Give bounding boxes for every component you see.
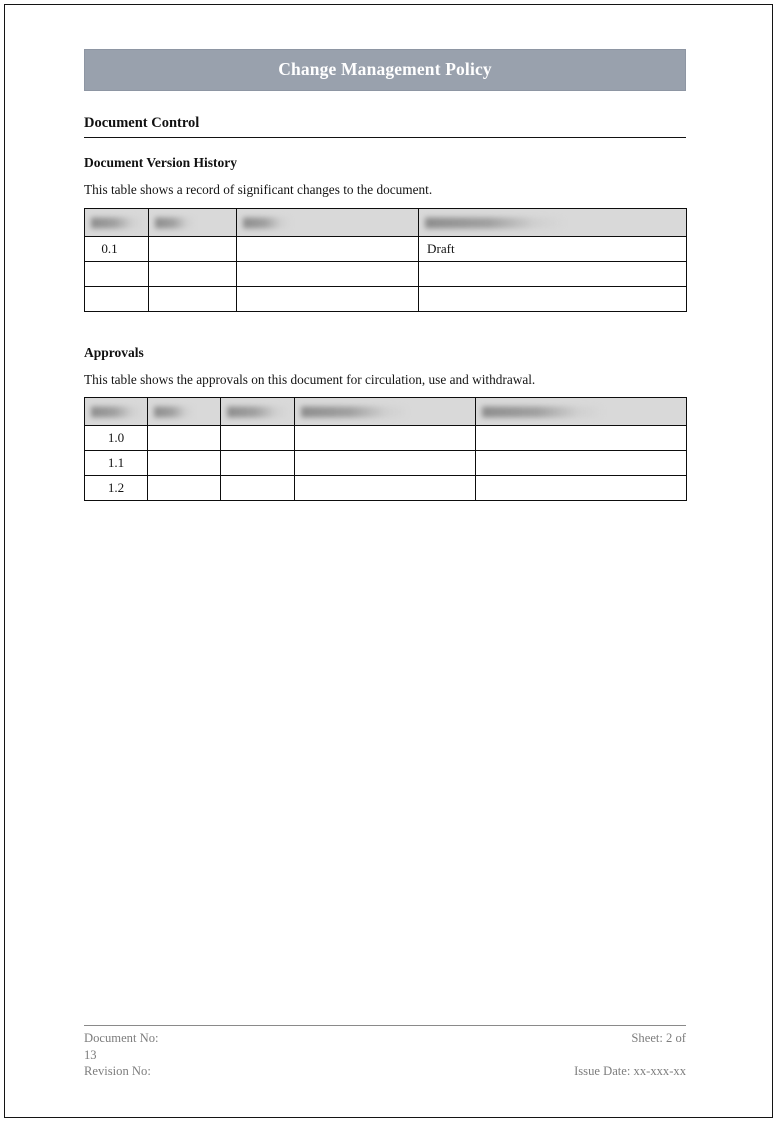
section-heading-document-control: Document Control [84,115,686,138]
cell-version: 0.1 [85,237,149,262]
version-history-table [84,208,687,312]
table-row [85,262,687,287]
footer-document-no-label: Document No: [84,1031,159,1045]
cell-version [85,262,149,287]
redacted-header-label [91,217,143,228]
redacted-header-label [227,406,289,417]
redacted-header-label [243,217,291,228]
cell-author [237,287,419,312]
table-row [85,237,687,262]
cell-date [149,287,237,312]
cell-author [237,262,419,287]
table-row [85,476,687,501]
redacted-header-label [425,217,565,228]
cell-role [295,426,476,451]
cell-signature [476,476,687,501]
column-header-version [85,209,149,237]
cell-author [237,237,419,262]
footer-row-top [84,1030,686,1047]
cell-version: 1.2 [85,476,148,501]
cell-date [149,262,237,287]
redacted-header-label [155,217,195,228]
cell-signature [476,451,687,476]
page-title: Change Management Policy [278,59,492,80]
redacted-header-label [154,406,194,417]
redacted-header-label [301,406,409,417]
cell-version [85,287,149,312]
column-header-date [149,209,237,237]
cell-role [295,476,476,501]
redacted-header-label [482,406,604,417]
column-header-description [419,209,687,237]
footer-revision-no-label: Revision No: [84,1064,151,1079]
cell-approver [221,426,295,451]
cell-date [149,237,237,262]
footer-sheet-label: Sheet: 2 of [631,1031,686,1045]
cell-description [419,287,687,312]
footer-row-middle [84,1047,686,1064]
paragraph-version-history-intro: This table shows a record of significant changes to the document. [84,182,433,197]
page-content [5,5,772,1117]
page-footer [84,1025,686,1080]
page-frame [4,4,773,1118]
cell-description [419,262,687,287]
footer-sheet-continuation: 13 [84,1047,97,1062]
column-header-date [148,398,221,426]
table-row [85,451,687,476]
table-row [85,287,687,312]
column-header-author [237,209,419,237]
approvals-table [84,397,687,501]
cell-version: 1.0 [85,426,148,451]
cell-signature [476,426,687,451]
column-header-version [85,398,148,426]
cell-version: 1.1 [85,451,148,476]
redacted-header-label [91,406,143,417]
footer-row-bottom [84,1063,686,1080]
cell-date [148,476,221,501]
document-title-banner [84,49,686,91]
cell-role [295,451,476,476]
table-row [85,426,687,451]
paragraph-approvals-intro: This table shows the approvals on this document for circulation, use and withdrawal. [84,372,536,387]
table-header-row [85,398,687,426]
column-header-approver [221,398,295,426]
cell-date [148,426,221,451]
subheading-approvals: Approvals [84,345,144,360]
cell-approver [221,451,295,476]
column-header-signature [476,398,687,426]
table-header-row [85,209,687,237]
cell-date [148,451,221,476]
cell-description: Draft [419,237,687,262]
footer-issue-date-label: Issue Date: xx-xxx-xx [574,1064,686,1079]
subheading-document-version-history: Document Version History [84,155,237,170]
cell-approver [221,476,295,501]
column-header-role [295,398,476,426]
